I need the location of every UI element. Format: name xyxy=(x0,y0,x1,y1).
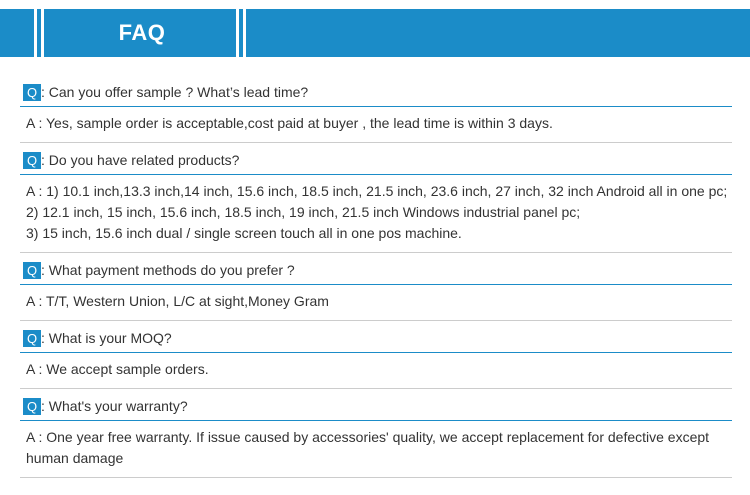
banner-stripe xyxy=(236,9,239,57)
faq-question: : Do you have related products? xyxy=(41,152,240,168)
q-badge: Q xyxy=(23,84,41,101)
banner-stripe xyxy=(34,9,37,57)
faq-answer-line: A : One year free warranty. If issue caused by accessories' quality, we accept replacement for defective except human damage xyxy=(26,429,710,466)
faq-answer xyxy=(20,421,732,469)
faq-item xyxy=(20,395,732,469)
q-badge: Q xyxy=(23,330,41,347)
faq-answer xyxy=(20,285,732,312)
faq-item xyxy=(20,327,732,380)
faq-answer-line: A : T/T, Western Union, L/C at sight,Money Gram xyxy=(26,293,329,309)
faq-answer xyxy=(20,175,732,244)
faq-question-row xyxy=(20,259,732,285)
faq-question: : What's your warranty? xyxy=(41,398,188,414)
faq-answer-line: 3) 15 inch, 15.6 inch dual / single screen touch all in one pos machine. xyxy=(26,225,462,241)
faq-answer xyxy=(20,107,732,134)
faq-answer-line: A : Yes, sample order is acceptable,cost paid at buyer , the lead time is within 3 days. xyxy=(26,115,553,131)
faq-divider xyxy=(20,320,732,321)
faq-divider xyxy=(20,388,732,389)
faq-question-row xyxy=(20,149,732,175)
faq-divider xyxy=(20,477,732,478)
faq-question: : What payment methods do you prefer ? xyxy=(41,262,295,278)
faq-banner xyxy=(0,9,750,57)
q-badge: Q xyxy=(23,398,41,415)
faq-divider xyxy=(20,252,732,253)
faq-question: : What is your MOQ? xyxy=(41,330,172,346)
faq-question-row xyxy=(20,81,732,107)
faq-item xyxy=(20,149,732,244)
faq-question-row xyxy=(20,327,732,353)
q-badge: Q xyxy=(23,262,41,279)
banner-stripe xyxy=(41,9,44,57)
faq-answer-line: A : We accept sample orders. xyxy=(26,361,209,377)
faq-question-row xyxy=(20,395,732,421)
faq-answer-line: 2) 12.1 inch, 15 inch, 15.6 inch, 18.5 inch, 19 inch, 21.5 inch Windows industrial panel pc; xyxy=(26,204,581,220)
faq-answer-line: A : 1) 10.1 inch,13.3 inch,14 inch, 15.6 inch, 18.5 inch, 21.5 inch, 23.6 inch, 27 inch, 32 inch Android all in one pc; xyxy=(26,183,728,199)
faq-item xyxy=(20,81,732,134)
faq-question: : Can you offer sample ? What’s lead time? xyxy=(41,84,309,100)
page-title: FAQ xyxy=(118,20,166,45)
faq-divider xyxy=(20,142,732,143)
faq-answer xyxy=(20,353,732,380)
faq-item xyxy=(20,259,732,312)
banner-stripe xyxy=(243,9,246,57)
q-badge: Q xyxy=(23,152,41,169)
